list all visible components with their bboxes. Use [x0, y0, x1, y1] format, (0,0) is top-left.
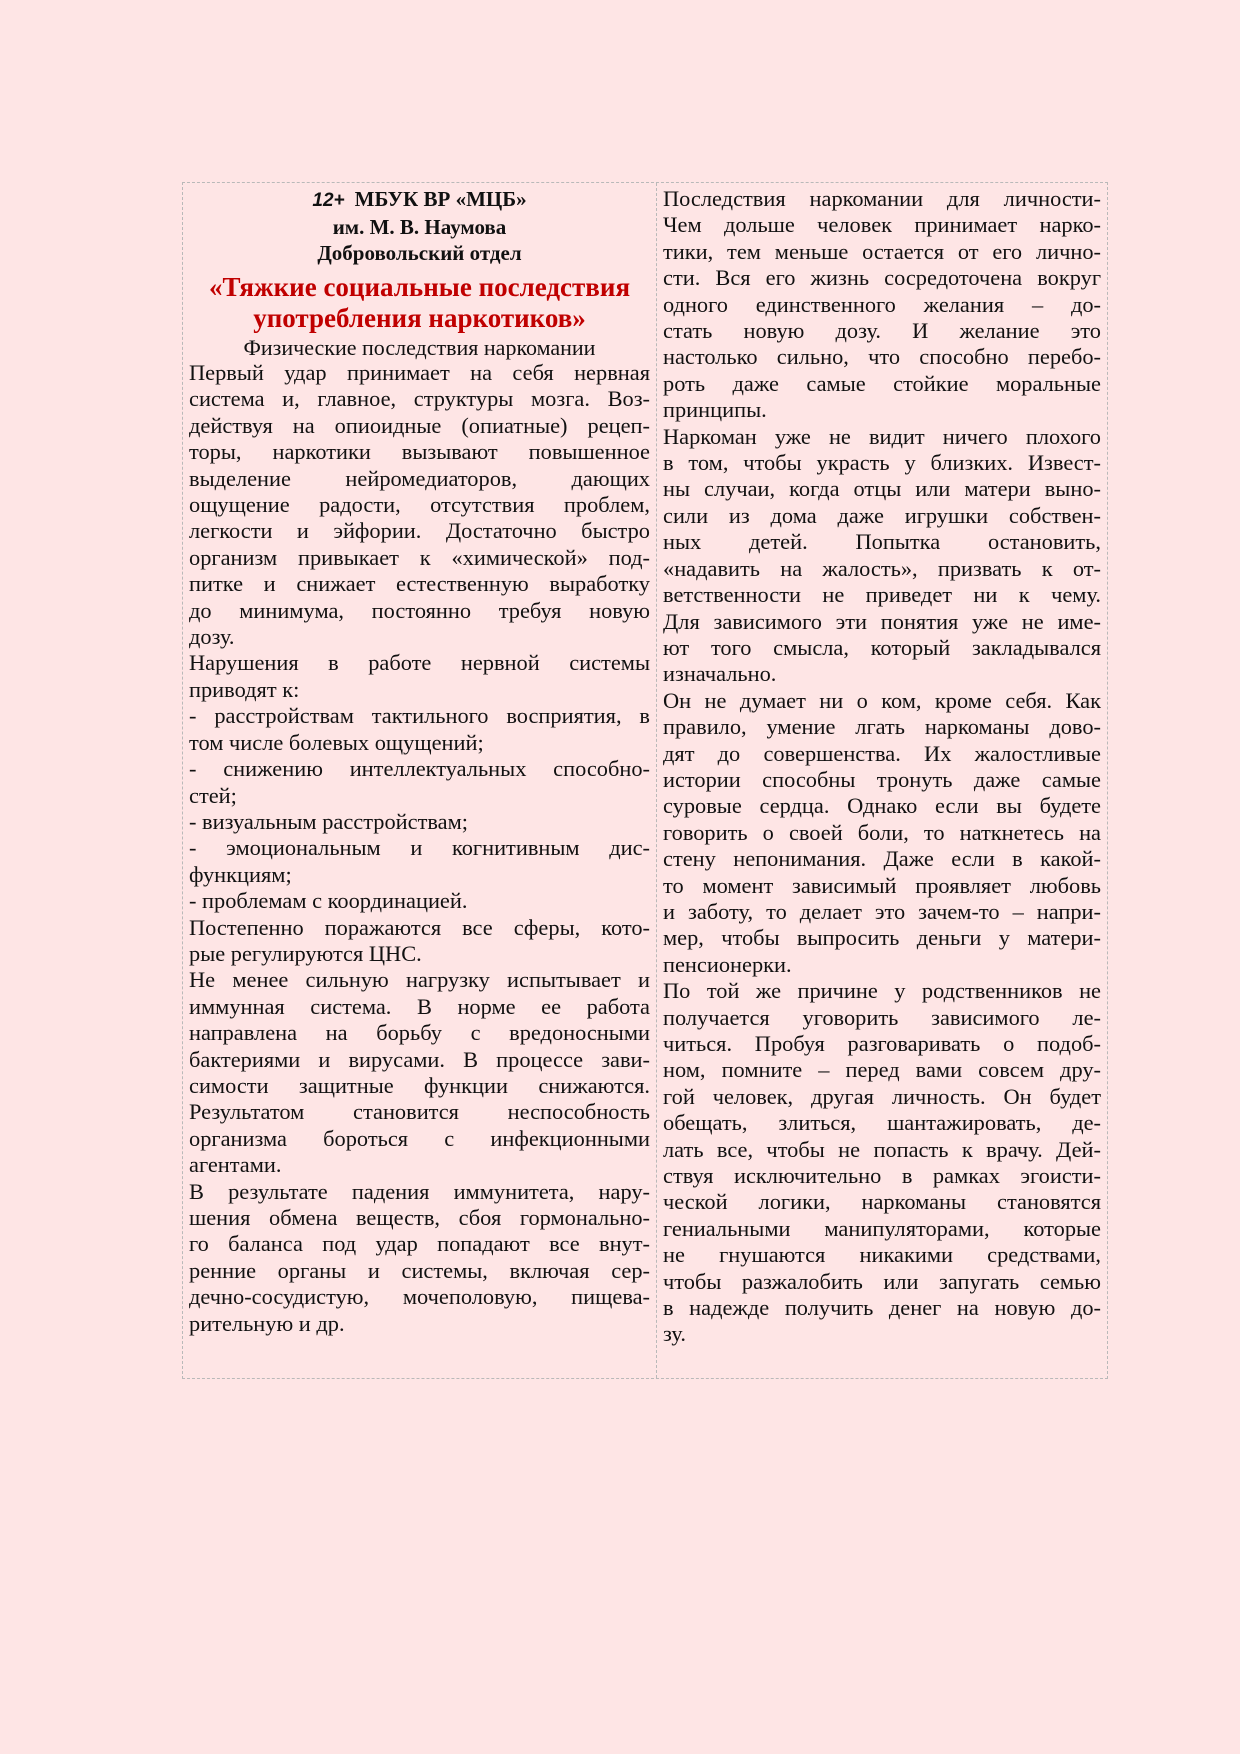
age-rating: 12+	[312, 190, 345, 211]
text-line: организма бороться с инфекционными	[189, 1125, 650, 1151]
paragraph	[189, 650, 650, 703]
text-line: ощущение радости, отсутствия проблем,	[189, 492, 650, 518]
paragraph	[189, 756, 650, 809]
text-line: ном, помните – перед вами совсем дру-	[663, 1057, 1101, 1083]
text-line: направлена на борьбу с вредоносными	[189, 1020, 650, 1046]
text-line: зу.	[663, 1321, 686, 1347]
text-line: ны случаи, когда отцы или матери выно-	[663, 476, 1101, 502]
text-line: до минимума, постоянно требуя новую	[189, 597, 650, 623]
left-column	[183, 183, 657, 1378]
paragraph	[189, 888, 650, 914]
text-line: легкости и эйфории. Достаточно быстро	[189, 518, 650, 544]
paragraph	[663, 978, 1101, 1348]
text-line: рые регулируются ЦНС.	[189, 940, 422, 966]
text-line: - визуальным расстройствам;	[189, 808, 468, 834]
paragraph	[663, 424, 1101, 688]
text-line: истории способны тронуть даже самые	[663, 766, 1101, 792]
text-line: мер, чтобы выпросить деньги у матери-	[663, 925, 1101, 951]
org-name: МБУК ВР «МЦБ»	[354, 187, 527, 211]
text-line: в надежде получить денег на новую до-	[663, 1295, 1101, 1321]
article-title	[189, 272, 650, 334]
text-line: дят до совершенства. Их жалостливые	[663, 740, 1101, 766]
text-line: ческой логики, наркоманы становятся	[663, 1189, 1101, 1215]
text-line: гениальными манипуляторами, которые	[663, 1215, 1101, 1241]
text-line: правило, умение лгать наркоманы дово-	[663, 714, 1101, 740]
paragraph	[189, 835, 650, 888]
section-subtitle: Физические последствия наркомании	[243, 335, 596, 360]
text-line: иммунная система. В норме ее работа	[189, 993, 650, 1019]
text-line: Для зависимого эти понятия уже не име-	[663, 608, 1101, 634]
text-line: - расстройствам тактильного восприятия, в	[189, 703, 650, 729]
text-line: дозу.	[189, 624, 235, 650]
document-table	[182, 182, 1108, 1379]
text-line: В результате падения иммунитета, нару-	[189, 1178, 650, 1204]
text-line: тики, тем меньше остается от его лично-	[663, 238, 1101, 264]
text-line: и заботу, то делает это зачем-то – напри-	[663, 898, 1101, 924]
text-line: роть даже самые стойкие моральные	[663, 370, 1101, 396]
text-line: действуя на опиоидные (опиатные) рецеп-	[189, 412, 650, 438]
paragraph	[189, 915, 650, 968]
paragraph	[189, 1179, 650, 1337]
text-line: Не менее сильную нагрузку испытывает и	[189, 967, 650, 993]
text-line: сти. Вся его жизнь сосредоточена вокруг	[663, 265, 1101, 291]
text-line: сили из дома даже игрушки собствен-	[663, 502, 1101, 528]
text-line: читься. Пробуя разговаривать о подоб-	[663, 1031, 1101, 1056]
title-line-1: «Тяжкие социальные последствия	[208, 272, 631, 302]
text-line: - эмоциональным и когнитивным дис-	[189, 835, 650, 861]
paragraph	[189, 703, 650, 756]
text-line: говорить о своей боли, то наткнетесь на	[663, 819, 1101, 845]
paragraph	[663, 688, 1101, 978]
title-line-2: употребления наркотиков»	[253, 303, 586, 333]
text-line: симости защитные функции снижаются.	[189, 1072, 650, 1098]
text-line: питке и снижает естественную выработку	[189, 571, 650, 597]
text-line: система и, главное, структуры мозга. Воз-	[189, 386, 650, 412]
text-line: Чем дольше человек принимает нарко-	[663, 212, 1101, 238]
text-line: Последствия наркомании для личности-	[663, 186, 1101, 211]
text-line: - проблемам с координацией.	[189, 888, 468, 914]
right-body	[663, 186, 1101, 1348]
text-line: Нарушения в работе нервной системы	[189, 650, 650, 676]
paragraph	[189, 809, 650, 835]
text-line: Результатом становится неспособность	[189, 1099, 650, 1125]
text-line: ных детей. Попытка остановить,	[663, 529, 1101, 555]
text-line: том числе болевых ощущений;	[189, 729, 484, 755]
right-column	[657, 183, 1107, 1378]
text-line: лать все, чтобы не попасть к врачу. Дей-	[663, 1136, 1101, 1162]
text-line: стать новую дозу. И желание это	[663, 318, 1101, 344]
text-line: в том, чтобы украсть у близких. Извест-	[663, 450, 1101, 476]
paragraph	[189, 967, 650, 1178]
text-line: стену непонимания. Даже если в какой-	[663, 846, 1101, 872]
text-line: гой человек, другая личность. Он будет	[663, 1083, 1101, 1109]
text-line: получается уговорить зависимого ле-	[663, 1004, 1101, 1030]
paragraph	[189, 360, 650, 650]
text-line: По той же причине у родственников не	[663, 978, 1101, 1004]
department: Добровольский отдел	[317, 241, 522, 265]
text-line: функциям;	[189, 861, 292, 887]
text-line: пенсионерки.	[663, 951, 792, 977]
text-line: шения обмена веществ, сбоя гормонально-	[189, 1205, 650, 1230]
text-line: Наркоман уже не видит ничего плохого	[663, 423, 1101, 449]
text-line: «надавить на жалость», призвать к от-	[663, 555, 1101, 581]
text-line: рительную и др.	[189, 1310, 345, 1336]
text-line: дечно-сосудистую, мочеполовую, пищева-	[189, 1284, 650, 1310]
header-line-1	[189, 186, 650, 214]
text-line: организм привыкает к «химической» под-	[189, 544, 650, 570]
paragraph	[663, 186, 1101, 424]
text-line: принципы.	[663, 397, 767, 423]
named-after: им. М. В. Наумова	[332, 215, 507, 239]
text-line: ют того смысла, который закладывался	[663, 634, 1101, 660]
text-line: торы, наркотики вызывают повышенное	[189, 439, 650, 465]
text-line: изначально.	[663, 661, 777, 687]
text-line: ствуя исключительно в рамках эгоисти-	[663, 1163, 1101, 1189]
text-line: - снижению интеллектуальных способно-	[189, 756, 650, 782]
text-line: агентами.	[189, 1152, 282, 1178]
text-line: приводят к:	[189, 676, 300, 702]
text-line: Он не думает ни о ком, кроме себя. Как	[663, 687, 1101, 713]
text-line: чтобы разжалобить или запугать семью	[663, 1268, 1101, 1294]
text-line: ренние органы и системы, включая сер-	[189, 1257, 650, 1283]
text-line: Постепенно поражаются все сферы, кото-	[189, 914, 650, 940]
text-line: обещать, злиться, шантажировать, де-	[663, 1110, 1101, 1136]
text-line: го баланса под удар попадают все внут-	[189, 1231, 650, 1257]
text-line: суровые сердца. Однако если вы будете	[663, 793, 1101, 819]
text-line: не гнушаются никакими средствами,	[663, 1242, 1101, 1268]
text-line: одного единственного желания – до-	[663, 291, 1101, 317]
text-line: стей;	[189, 782, 237, 808]
text-line: Первый удар принимает на себя нервная	[189, 360, 650, 385]
text-line: ветственности не приведет ни к чему.	[663, 582, 1101, 608]
text-line: выделение нейромедиаторов, дающих	[189, 465, 650, 491]
text-line: то момент зависимый проявляет любовь	[663, 872, 1101, 898]
text-line: бактериями и вирусами. В процессе зави-	[189, 1046, 650, 1072]
text-line: настолько сильно, что способно перебо-	[663, 344, 1101, 370]
left-body	[189, 360, 650, 1337]
